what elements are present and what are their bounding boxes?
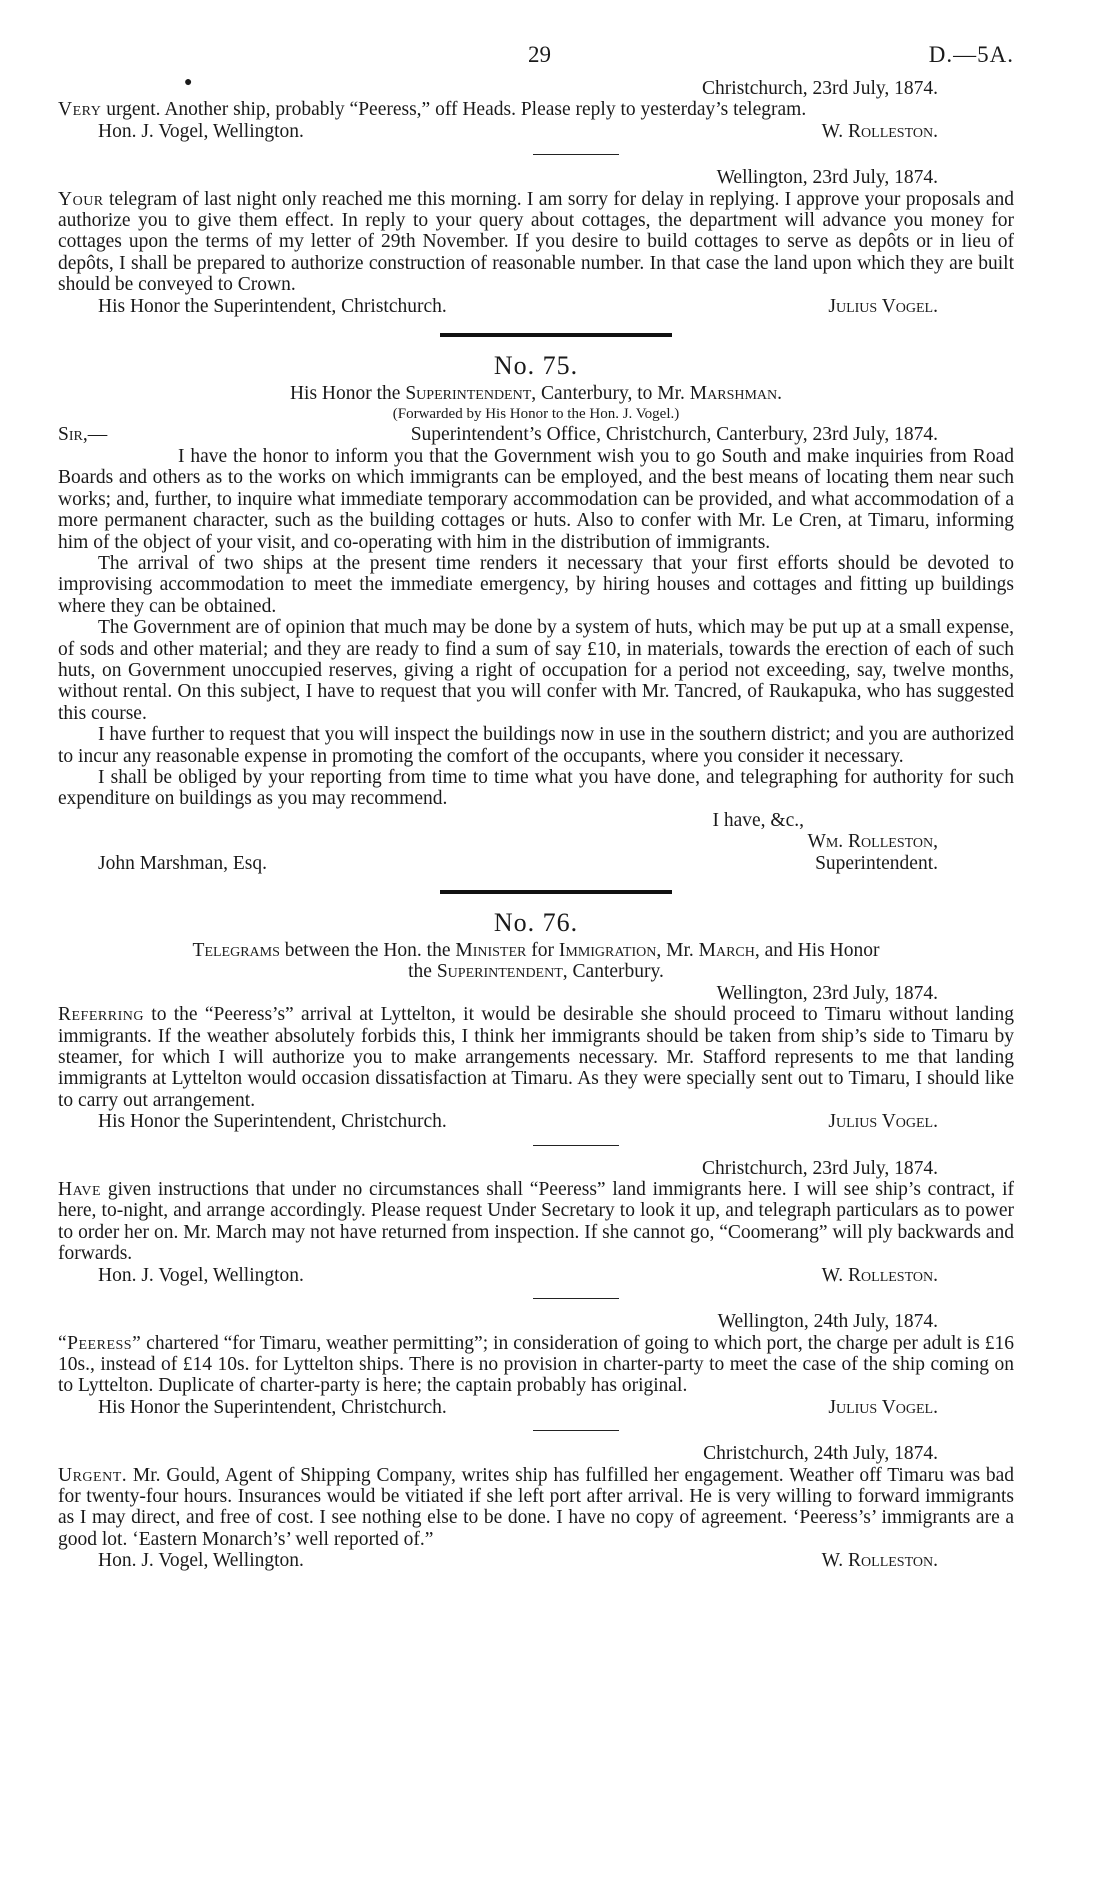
- recipient: Hon. J. Vogel, Wellington.: [98, 1264, 304, 1286]
- document-page: [58, 44, 1014, 1572]
- signature-line: [58, 1550, 1014, 1571]
- section-title: Telegrams between the Hon. the Minister for Immigration, Mr. March, and His Honor: [192, 940, 880, 961]
- office: Superintendent.: [815, 852, 938, 874]
- dateline: Christchurch, 23rd July, 1874.: [702, 78, 938, 99]
- signature-line: [58, 853, 1014, 874]
- sender: Julius Vogel.: [828, 1111, 938, 1133]
- letter-paragraph: The Government are of opinion that much may be done by a system of huts, which may be put up at a small expense, of sods and other material; and they are ready to find a sum of say £10, in materials, towards the erection of each of such huts, on Government unoccupied reserves, giving a right of occupation for a period not exceeding, say, twelve months, without rental. On this subject, I have to request that you will confer with Mr. Tancred, of Raukapuka, who has suggested this course.: [58, 617, 1014, 724]
- sender: Julius Vogel.: [828, 1396, 938, 1418]
- signature-line: [58, 121, 1014, 142]
- addressee: John Marshman, Esq.: [98, 852, 267, 874]
- sender: W. Rolleston.: [821, 1264, 938, 1286]
- recipient: Hon. J. Vogel, Wellington.: [98, 1550, 304, 1572]
- recipient: His Honor the Superintendent, Christchurch.: [98, 295, 447, 317]
- telegram-body: Very urgent. Another ship, probably “Peeress,” off Heads. Please reply to yesterday’s telegram.: [58, 99, 807, 121]
- letter-paragraph: The arrival of two ships at the present time renders it necessary that your first efforts should be devoted to improvising accommodation to meet the immediate emergency, by hiring houses and cottages and fitting up buildings where they can be obtained.: [58, 552, 1014, 617]
- telegram-body: Referring to the “Peeress’s” arrival at Lyttelton, it would be desirable she should proceed to Timaru without landing immigrants. If the weather absolutely forbids this, I think her immigrants should be taken from ship’s side to Timaru by steamer, for which I will authorize you to make arrangements necessary. Mr. Stafford represents to me that landing immigrants at Lyttelton would occasion dissatisfaction at Timaru. As they were specially sent out to Timaru, I should like to carry out arrangement.: [58, 1004, 1014, 1111]
- dateline: Wellington, 23rd July, 1874.: [716, 167, 938, 189]
- section-no-76: [58, 908, 1014, 1572]
- section-title-line2: the Superintendent, Canterbury.: [408, 961, 664, 983]
- letter-paragraph: I shall be obliged by your reporting from time to time what you have done, and telegraphing for authority for such expenditure on buildings as you may recommend.: [58, 766, 1014, 810]
- recipient: His Honor the Superintendent, Christchurch.: [98, 1111, 447, 1133]
- dateline: Christchurch, 24th July, 1874.: [703, 1443, 938, 1465]
- divider: [533, 1145, 619, 1146]
- dateline: Wellington, 23rd July, 1874.: [716, 982, 938, 1004]
- letter-paragraph: I have further to request that you will inspect the buildings now in use in the southern district; and you are authorized to incur any reasonable expense in promoting the comfort of the occupants, where you consider it necessary.: [58, 724, 1014, 767]
- divider: [533, 1430, 619, 1431]
- signature-line: [58, 1265, 1014, 1286]
- telegram: [58, 1158, 1014, 1286]
- telegram: [58, 983, 1014, 1133]
- signature-line: [58, 1397, 1014, 1418]
- recipient: Hon. J. Vogel, Wellington.: [98, 120, 304, 142]
- page-number: 29: [528, 42, 551, 67]
- telegram-body: “Peeress” chartered “for Timaru, weather permitting”; in consideration of going to which port, the charge per adult is £16 10s., instead of £14 10s. for Lyttelton ships. There is no provision in charter-party to meet the case of the ship coming on to Lyttelton. Duplicate of charter-party is here; the captain probably has original.: [58, 1332, 1014, 1397]
- dateline: Christchurch, 23rd July, 1874.: [702, 1157, 938, 1179]
- dateline: Superintendent’s Office, Christchurch, Canterbury, 23rd July, 1874.: [410, 424, 938, 446]
- section-no-75: [58, 351, 1014, 874]
- telegram-body: Your telegram of last night only reached me this morning. I am sorry for delay in replying. I approve your proposals and authorize you to give them effect. In reply to your query about cottages, the department will advance you money for cottages upon the terms of my letter of 29th November. If you desire to build cottages to serve as depôts or in lieu of depôts, I shall be prepared to authorize construction of reasonable number. In that case the land upon which they are built should be conveyed to Crown.: [58, 188, 1014, 296]
- recipient: His Honor the Superintendent, Christchurch.: [98, 1396, 447, 1418]
- signature-line: [58, 1111, 1014, 1132]
- telegram: [58, 1443, 1014, 1571]
- divider: [533, 154, 619, 155]
- divider: [533, 1298, 619, 1299]
- closing: I have, &c.,: [712, 809, 804, 831]
- signature: Wm. Rolleston,: [807, 831, 938, 853]
- sender: Julius Vogel.: [828, 295, 938, 317]
- dateline: Wellington, 24th July, 1874.: [717, 1311, 938, 1333]
- section-divider: [440, 333, 672, 337]
- telegram-rolleston-23-july: [58, 78, 1014, 142]
- document-reference: D.—5A.: [928, 42, 1014, 67]
- section-heading: No. 76.: [493, 908, 579, 937]
- telegram-vogel-23-july: [58, 167, 1014, 317]
- signature-line: [58, 296, 1014, 317]
- page-header: [58, 44, 1014, 78]
- salutation-row: [58, 424, 1014, 445]
- letter-paragraph: I have the honor to inform you that the Government wish you to go South and make inquiries from Road Boards and others as to the works on which immigrants can be employed, and the best means of locating them near such works; and, further, to inquire what immediate temporary accommodation can be provided, and what accommodation of a more permanent character, such as the building cottages or huts. Also to confer with Mr. Le Cren, at Timaru, informing him of the object of your visit, and co-operating with him in the distribution of immigrants.: [58, 445, 1014, 553]
- telegram: [58, 1311, 1014, 1418]
- telegram-body: Urgent. Mr. Gould, Agent of Shipping Company, writes ship has fulfilled her engagement. Weather off Timaru was bad for twenty-four hours. Insurances would be vitiated if she left port after arrival. He is very willing to forward immigrants as I may direct, and free of cost. I see nothing else to be done. I have no copy of agreement. ‘Peeress’s’ immigrants are a good lot. ‘Eastern Monarch’s’ well reported of.”: [58, 1464, 1014, 1550]
- section-heading: No. 75.: [493, 351, 579, 381]
- sender: W. Rolleston.: [821, 1550, 938, 1572]
- forwarded-note: (Forwarded by His Honor to the Hon. J. Vogel.): [392, 406, 680, 423]
- section-divider: [440, 890, 672, 894]
- stray-mark: ●: [184, 75, 193, 90]
- salutation: Sir,—: [58, 424, 108, 446]
- telegram-body: Have given instructions that under no circumstances shall “Peeress” land immigrants here. I will see ship’s contract, if here, to-night, and arrange accordingly. Please request Under Secretary to look it up, and telegraph particulars as to power to order her on. Mr. March may not have returned from inspection. If she cannot go, “Coomerang” will ply backwards and forwards.: [58, 1179, 1014, 1265]
- sender: W. Rolleston.: [821, 120, 938, 142]
- section-title: His Honor the Superintendent, Canterbury, to Mr. Marshman.: [289, 383, 783, 405]
